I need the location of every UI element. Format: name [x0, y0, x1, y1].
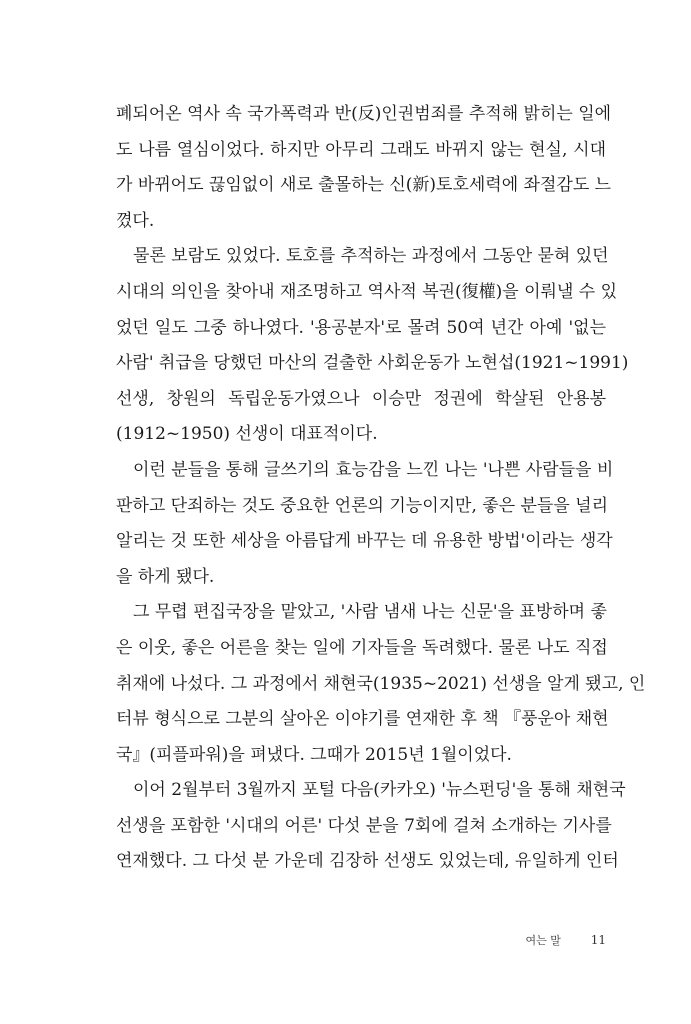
text-line: 이어 2월부터 3월까지 포털 다음(카카오) '뉴스펀딩'을 통해 채현국 — [133, 780, 626, 801]
text-line: 그 무렵 편집국장을 맡았고, '사람 냄새 나는 신문'을 표방하며 좋 — [133, 602, 607, 623]
text-line: 연재했다. 그 다섯 분 가운데 김장하 선생도 있었는데, 유일하게 인터 — [116, 851, 619, 872]
text-line: 선생, 창원의 독립운동가였으나 이승만 정권에 학살된 안용봉 — [116, 388, 606, 409]
text-line: 선생을 포함한 '시대의 어른' 다섯 분을 7회에 걸쳐 소개하는 기사를 — [116, 815, 612, 836]
running-section-title: 여는 말 — [525, 934, 561, 947]
text-line: 가 바뀌어도 끊임없이 새로 출몰하는 신(新)토호세력에 좌절감도 느 — [116, 175, 612, 196]
page-footer — [526, 932, 606, 948]
text-line: 시대의 의인을 찾아내 재조명하고 역사적 복권(復權)을 이뤄낼 수 있 — [116, 281, 618, 302]
text-line: 터뷰 형식으로 그분의 살아온 이야기를 연재한 후 책 『풍운아 채현 — [116, 709, 609, 730]
text-line: 은 이웃, 좋은 어른을 찾는 일에 기자들을 독려했다. 물론 나도 직접 — [116, 637, 608, 658]
text-line: 판하고 단죄하는 것도 중요한 언론의 기능이지만, 좋은 분들을 널리 — [116, 495, 609, 516]
text-line: 폐되어온 역사 속 국가폭력과 반(反)인권범죄를 추적해 밝히는 일에 — [116, 104, 612, 124]
text-line: 었던 일도 그중 하나였다. '용공분자'로 몰려 50여 년간 아예 '없는 — [116, 317, 606, 338]
text-line: 취재에 나섰다. 그 과정에서 채현국(1935~2021) 선생을 알게 됐고, 인 — [116, 673, 646, 694]
page-number: 11 — [590, 933, 606, 947]
text-line: (1912~1950) 선생이 대표적이다. — [116, 424, 378, 445]
text-line: 을 하게 됐다. — [116, 566, 215, 587]
text-line: 물론 보람도 있었다. 토호를 추적하는 과정에서 그동안 묻혀 있던 — [133, 246, 609, 267]
body-text — [116, 97, 646, 880]
text-line: 사람' 취급을 당했던 마산의 걸출한 사회운동가 노현섭(1921~1991) — [116, 353, 629, 374]
text-line: 국』(피플파워)을 펴냈다. 그때가 2015년 1월이었다. — [116, 744, 512, 765]
text-line: 도 나름 열심이었다. 하지만 아무리 그래도 바뀌지 않는 현실, 시대 — [116, 139, 606, 160]
text-line: 꼈다. — [116, 210, 155, 231]
text-line: 알리는 것 또한 세상을 아름답게 바꾸는 데 유용한 방법'이라는 생각 — [116, 531, 613, 552]
text-line: 이런 분들을 통해 글쓰기의 효능감을 느낀 나는 '나쁜 사람들을 비 — [133, 459, 614, 480]
